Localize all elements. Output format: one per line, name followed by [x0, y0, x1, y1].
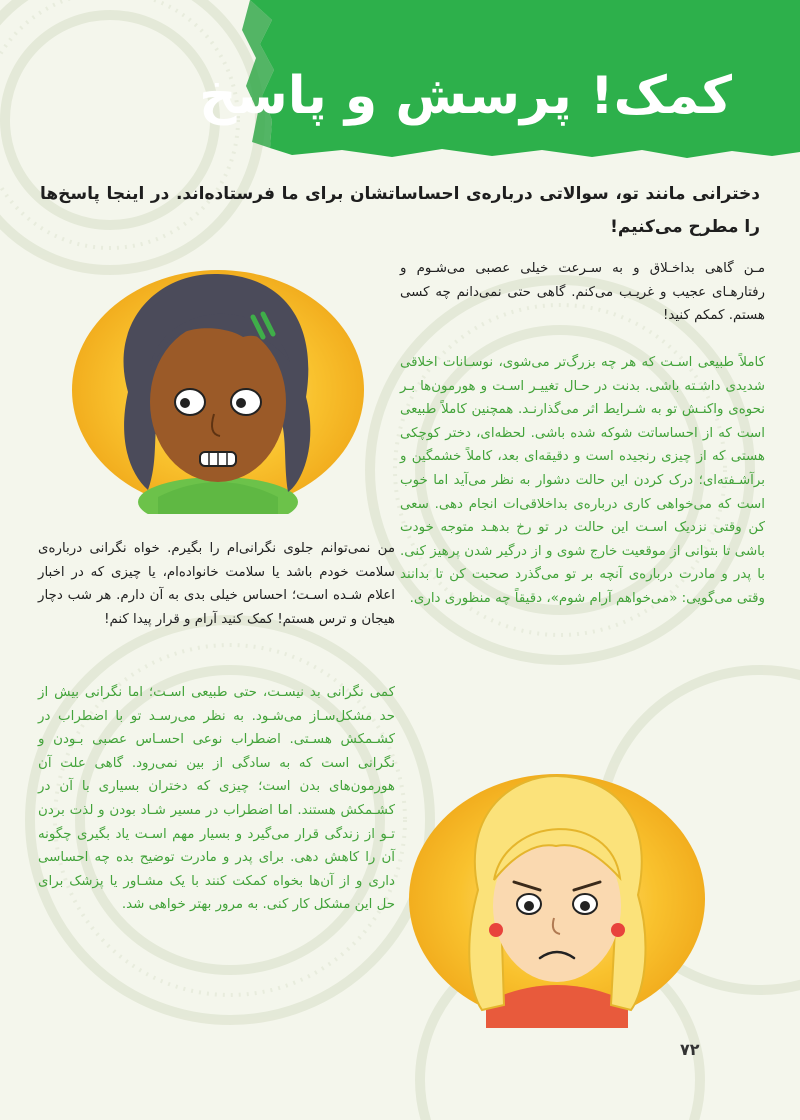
answer-1: کاملاً طبیعی اسـت که هر چه بزرگ‌تر می‌شوی، نوسـانات اخلاقی شدیدی داشـته باشی. بدنت در حـال تغییـر اسـت و هورمون‌ها بـر نحوه‌ی واکنـش تو به شـرایط اثر می‌گذارنـد. همچنین کاملاً طبیعی است که از احساساتت شوکه شده باشی. لحظه‌ای، دختر کوچکی هستی که از چیزی رنجیده است و دقیقه‌ای بعد، کاملاً خشمگین و برآشـفته‌ای؛ درک کردن این حالت دشوار به نظر می‌آید اما خوب است که می‌خواهی کاری درباره‌ی بداخلاقی‌ات انجام دهی. سعی کن وقتی نزدیک اسـت این حالت در تو رخ بدهـد متوجه خودت باشی تا بتوانی از موقعیت خارج شوی و از درگیر شدن پرهیز کنی. با پدر و مادرت درباره‌ی آنچه بر تو می‌گذرد صحبت کن تا بدانند وقتی می‌گویی: «می‌خواهم آرام شوم»، دقیقاً چه منظوری داری.	[400, 355, 765, 606]
title-banner	[199, 0, 800, 160]
answer-2: کمی نگرانی بد نیسـت، حتی طبیعی اسـت؛ اما نگرانی بیش از حد مشکل‌سـاز می‌شـود. به نظر می‌رسـد تو با اضطراب در کشـمکش هسـتی. اضطراب نوعی احسـاس عصبی بـودن و نگرانی است که به سادگی از بین نمی‌رود. گاهی علت آن هورمون‌های بدن است؛ چیزی که دختران بسیاری با آن در کشـمکش هستند. اما اضطراب در مسیر شـاد بودن و لذت بردن تـو از زندگی قرار می‌گیرد و بسیار مهم اسـت یاد بگیری چگونه آن را کاهش دهی. برای پدر و مادرت توضیح بده چه احساسی داری و از آن‌ها بخواه کمکت کنند با یک مشـاور یا پزشک برای حل این مشکل کار کنی. به مرور بهتر خواهی شد.	[38, 685, 395, 913]
frowning-girl-illustration	[406, 770, 708, 1028]
question-2: من نمی‌توانم جلوی نگرانی‌ام را بگیرم. خواه نگرانی درباره‌ی سلامت خودم باشد یا سلامت خانواده‌ام، یا چیزی که در اخبار اعلام شـده اسـت؛ احساس خیلی بدی به آن دارم. هر شب دچار هیجان و ترس هستم! کمک کنید آرام و قرار پیدا کنم!	[38, 541, 395, 627]
question-1: مـن گاهی بداخـلاق و به سـرعت خیلی عصبی می‌شـوم و رفتارهـای عجیب و غریـب می‌کنم. گاهی حتی نمی‌دانم چه کسی هستم. کمکم کنید!	[400, 261, 765, 324]
intro-paragraph: دخترانی مانند تو، سوالاتی درباره‌ی احساساتشان برای ما فرستاده‌اند. در اینجا پاسخ‌ها را مطرح می‌کنیم!	[40, 184, 760, 237]
worried-girl-illustration	[68, 262, 368, 514]
page-title: کمک! پرسش و پاسخ	[199, 66, 732, 126]
page-number: ۷۲	[680, 1040, 700, 1059]
